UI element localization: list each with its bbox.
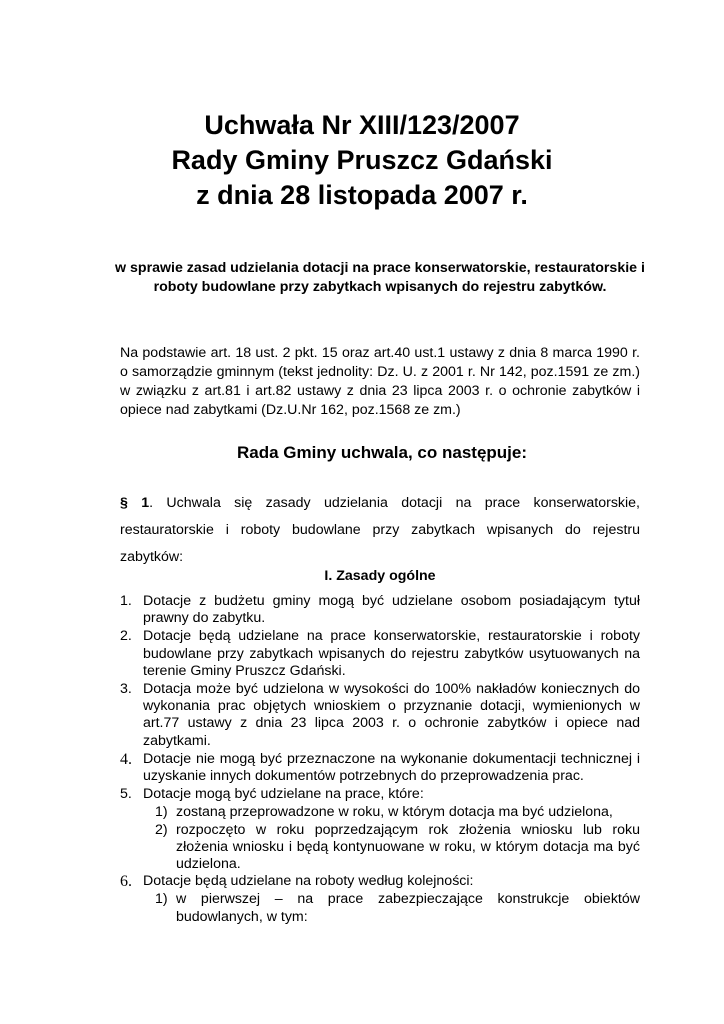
legal-basis: Na podstawie art. 18 ust. 2 pkt. 15 oraz art.40 ust.1 ustawy z dnia 8 marca 1990 r. o samorządzie gminnym (tekst jednolity: Dz. U. z 2001 r. Nr 142, poz.1591 ze zm.) w związku z art.81 i art.82 ustawy z dnia 23 lipca 2003 r. o ochronie zabytków i opiece nad zabytkami (Dz.U.Nr 162, poz.1568 ze zm.) bbox=[120, 345, 640, 418]
sub-list-item-text: zostaną przeprowadzone w roku, w którym dotacja ma być udzielona, bbox=[176, 804, 613, 821]
paragraph-1-text: . Uchwala się zasady udzielania dotacji na prace konserwatorskie, restauratorskie i roboty budowlane przy zabytkach wpisanych do rejestru zabytków: bbox=[120, 495, 640, 565]
section-heading: I. Zasady ogólne bbox=[324, 568, 436, 584]
list-item-number: 5. bbox=[120, 786, 132, 803]
sub-list-item-text: rozpoczęto w roku poprzedzającym rok złożenia wniosku lub roku złożenia wniosku i będą kontynuowane w roku, w którym dotacja ma być udzielona. bbox=[176, 821, 640, 873]
list-item bbox=[120, 628, 640, 680]
sub-list-item-number: 1) bbox=[155, 891, 168, 908]
list-item-text: Dotacja może być udzielona w wysokości do 100% nakładów koniecznych do wykonania prac objętych wnioskiem o przyznanie dotacji, wymienionych w art.77 ustawy z dnia 23 lipca 2003 r. o ochronie zabytków i opiece nad zabytkami. bbox=[143, 681, 640, 749]
list-item-number: 4. bbox=[120, 750, 132, 768]
numbered-list bbox=[120, 593, 640, 926]
resolution-title bbox=[0, 108, 724, 213]
list-item-number: 2. bbox=[120, 628, 132, 645]
list-item-number: 3. bbox=[120, 681, 132, 698]
list-item bbox=[120, 873, 640, 890]
list-item-text: Dotacje będą udzielane na roboty według kolejności: bbox=[143, 873, 474, 890]
sub-list-item-text: w pierwszej – na prace zabezpieczające konstrukcje obiektów budowlanych, w tym: bbox=[176, 891, 640, 925]
list-item-text: Dotacje mogą być udzielane na prace, które: bbox=[143, 786, 424, 803]
list-item-number: 6. bbox=[120, 873, 132, 891]
list-item-text: Dotacje nie mogą być przeznaczone na wykonanie dokumentacji technicznej i uzyskanie innych dokumentów potrzebnych do przeprowadzenia prac. bbox=[143, 750, 640, 785]
sub-list-item bbox=[120, 891, 640, 925]
paragraph-symbol: § 1 bbox=[120, 495, 150, 511]
title-line-council: Rady Gminy Pruszcz Gdański bbox=[171, 145, 553, 175]
sub-list-item-number: 1) bbox=[155, 804, 168, 821]
list-item-number: 1. bbox=[120, 593, 132, 609]
list-item-text: Dotacje z budżetu gminy mogą być udzielane osobom posiadającym tytuł prawny do zabytku. bbox=[143, 593, 640, 627]
title-line-number: Uchwała Nr XIII/123/2007 bbox=[204, 110, 520, 140]
resolution-subject: w sprawie zasad udzielania dotacji na prace konserwatorskie, restauratorskie i roboty budowlane przy zabytkach wpisanych do rejestru zabytków. bbox=[115, 260, 645, 295]
paragraph-1 bbox=[120, 490, 640, 571]
sub-list-item bbox=[120, 804, 640, 821]
list-item-text: Dotacje będą udzielane na prace konserwatorskie, restauratorskie i roboty budowlane przy zabytkach wpisanych do rejestru zabytków usytuowanych na terenie Gminy Pruszcz Gdański. bbox=[143, 628, 640, 679]
list-item bbox=[120, 681, 640, 750]
sub-list-item-number: 2) bbox=[155, 821, 168, 838]
sub-list-item bbox=[120, 822, 640, 874]
resolution-statement: Rada Gminy uchwala, co następuje: bbox=[236, 443, 528, 462]
title-line-date: z dnia 28 listopada 2007 r. bbox=[196, 180, 528, 210]
list-item bbox=[120, 751, 640, 785]
list-item bbox=[120, 593, 640, 627]
list-item bbox=[120, 786, 640, 803]
